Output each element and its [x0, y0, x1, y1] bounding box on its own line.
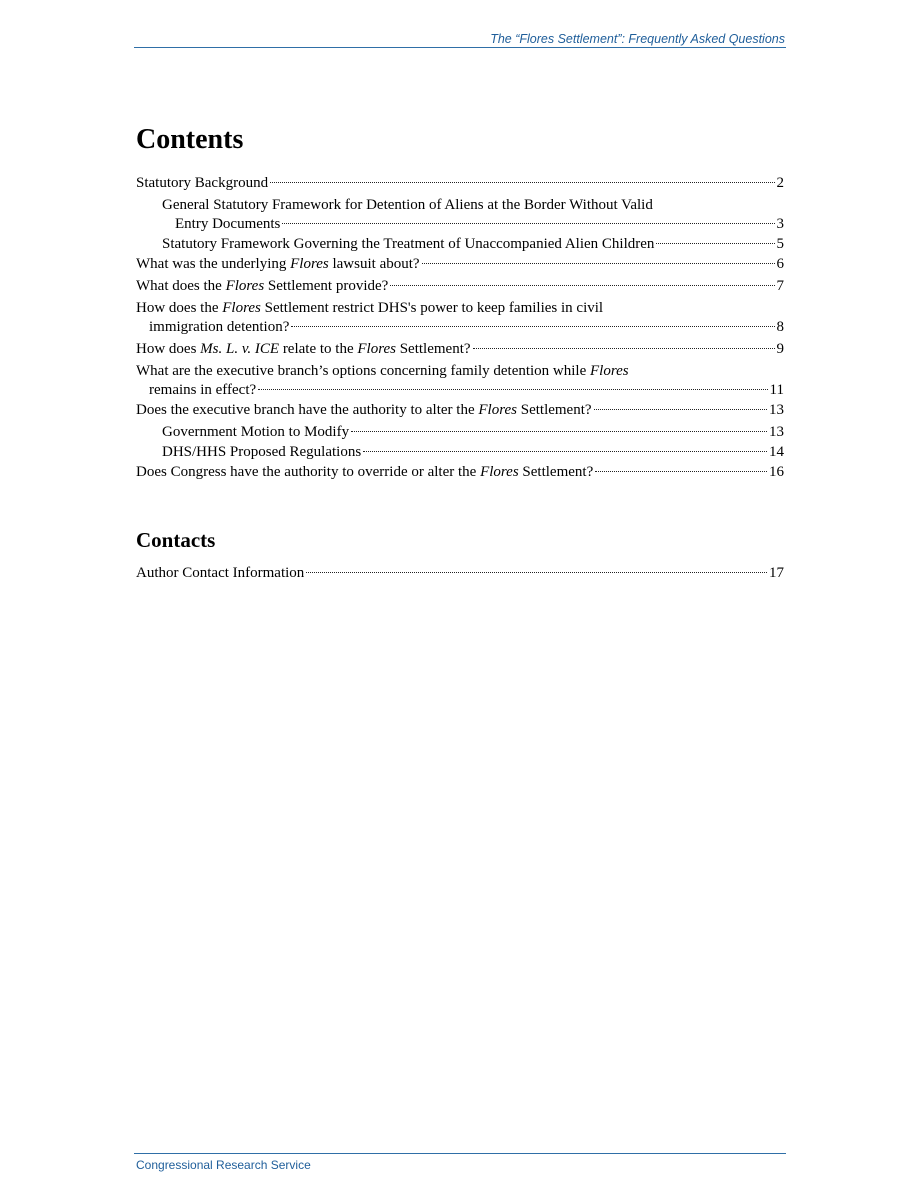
toc-entry-text: Statutory Framework Governing the Treatment of Unaccompanied Alien Children — [162, 236, 655, 252]
dot-leader — [594, 409, 767, 410]
dot-leader — [473, 348, 775, 349]
dot-leader — [422, 263, 775, 264]
toc-entry-text-continued: Entry Documents — [175, 216, 281, 232]
running-header — [134, 32, 786, 48]
toc-page-number: 14 — [769, 444, 784, 460]
toc-entry-statutory-background[interactable] — [136, 174, 784, 193]
toc-entry-settlement-provide[interactable] — [136, 277, 784, 296]
toc-entry-text: What are the executive branch’s options concerning family detention while Flores — [136, 363, 629, 379]
running-header-title: The “Flores Settlement”: Frequently Asked Questions — [490, 32, 785, 46]
toc-entry-unaccompanied-children[interactable] — [162, 235, 784, 254]
toc-entry-text: Does the executive branch have the authority to alter the Flores Settlement? — [136, 402, 592, 418]
toc-entry-underlying-lawsuit[interactable] — [136, 255, 784, 274]
toc-entry-text-continued: remains in effect? — [149, 382, 257, 398]
toc-entry-text: How does Ms. L. v. ICE relate to the Flores Settlement? — [136, 341, 471, 357]
dot-leader — [390, 285, 774, 286]
toc-page-number: 13 — [769, 402, 784, 418]
contacts-list — [136, 564, 784, 586]
toc-entry-government-motion[interactable] — [162, 423, 784, 442]
toc-entry-text: Statutory Background — [136, 175, 269, 191]
toc-entry-text: Does Congress have the authority to override or alter the Flores Settlement? — [136, 464, 594, 480]
toc-page-number: 16 — [769, 464, 784, 480]
toc-entry-text-continued: immigration detention? — [149, 319, 290, 335]
page-footer — [134, 1153, 786, 1174]
toc-entry-text: DHS/HHS Proposed Regulations — [162, 444, 362, 460]
toc-entry-text: Author Contact Information — [136, 565, 305, 581]
toc-entry-text: What was the underlying Flores lawsuit about? — [136, 256, 420, 272]
toc-page-number: 11 — [769, 382, 784, 398]
toc-page-number: 5 — [776, 236, 784, 252]
dot-leader — [363, 451, 767, 452]
toc-entry-executive-options[interactable] — [136, 362, 784, 400]
toc-entry-restrict-dhs-power[interactable] — [136, 299, 784, 337]
dot-leader — [258, 389, 767, 390]
toc-entry-text: General Statutory Framework for Detention of Aliens at the Border Without Valid — [162, 197, 653, 213]
toc-page-number: 6 — [776, 256, 784, 272]
toc-page-number: 13 — [769, 424, 784, 440]
dot-leader — [291, 326, 774, 327]
toc-entry-author-contact[interactable] — [136, 564, 784, 583]
toc-entry-text: How does the Flores Settlement restrict DHS's power to keep families in civil — [136, 300, 604, 316]
toc-entry-text: Government Motion to Modify — [162, 424, 350, 440]
contacts-title: Contacts — [136, 528, 216, 552]
table-of-contents — [136, 174, 784, 485]
dot-leader — [282, 223, 774, 224]
toc-entry-executive-authority[interactable] — [136, 401, 784, 420]
toc-page-number: 9 — [776, 341, 784, 357]
toc-entry-ms-l-v-ice[interactable] — [136, 340, 784, 359]
toc-entry-congress-authority[interactable] — [136, 463, 784, 482]
toc-entry-proposed-regulations[interactable] — [162, 443, 784, 462]
toc-page-number: 7 — [776, 278, 784, 294]
toc-page-number: 2 — [776, 175, 784, 191]
footer-publisher: Congressional Research Service — [136, 1158, 311, 1172]
dot-leader — [306, 572, 767, 573]
dot-leader — [656, 243, 774, 244]
toc-page-number: 17 — [769, 565, 784, 581]
dot-leader — [595, 471, 767, 472]
toc-entry-text: What does the Flores Settlement provide? — [136, 278, 389, 294]
dot-leader — [270, 182, 774, 183]
toc-entry-general-statutory-framework[interactable] — [162, 196, 784, 234]
dot-leader — [351, 431, 767, 432]
contents-title: Contents — [136, 124, 244, 155]
toc-page-number: 3 — [776, 216, 784, 232]
toc-page-number: 8 — [776, 319, 784, 335]
